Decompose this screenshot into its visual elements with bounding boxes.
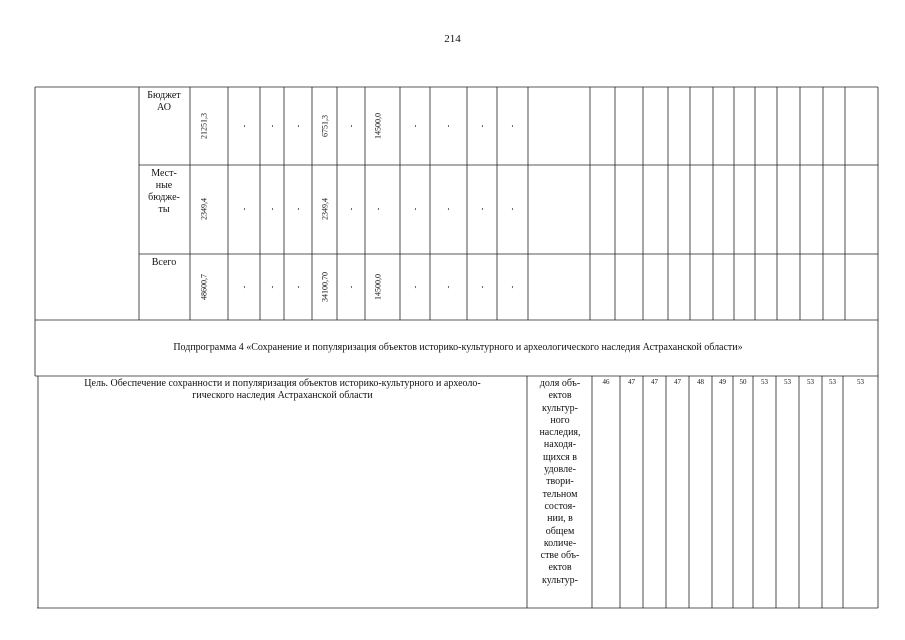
value-cell: - (410, 207, 420, 211)
indicator-value: 48 (697, 378, 704, 386)
value-cell: 2349,4 (199, 198, 209, 220)
value-cell: - (346, 285, 356, 289)
row-label-budget-ao: Бюджет АО (147, 90, 181, 113)
indicator-value: 53 (784, 378, 791, 386)
row-label-local-budgets: Мест- ные бюдже- ты (148, 168, 180, 215)
value-cell: - (267, 207, 277, 211)
value-cell: - (477, 285, 487, 289)
value-cell: - (410, 124, 420, 128)
value-cell: - (346, 124, 356, 128)
goal-text: Цель. Обеспечение сохранности и популяризация объектов историко-культурного и археоло- гического наследия Астраханской области (84, 378, 481, 401)
indicator-value: 47 (628, 378, 635, 386)
value-cell: - (293, 207, 303, 211)
value-cell: - (443, 207, 453, 211)
value-cell: - (346, 207, 356, 211)
value-cell: - (267, 124, 277, 128)
value-cell: - (477, 124, 487, 128)
value-cell: - (443, 285, 453, 289)
value-cell: - (239, 285, 249, 289)
value-cell: 21251,3 (199, 113, 209, 139)
value-cell: - (239, 207, 249, 211)
value-cell: 48600,7 (199, 274, 209, 300)
value-cell: - (267, 285, 277, 289)
indicator-value: 46 (602, 378, 610, 386)
value-cell: - (410, 285, 420, 289)
indicator-text: доля объ- ектов культур- ного наследия, находя- щихся в удовле- твори- тельном состоя- нии, в общем количе- стве объ- ектов культур- (539, 378, 581, 586)
indicator-value: 47 (674, 378, 681, 386)
value-cell: - (507, 207, 517, 211)
indicator-value: 47 (651, 378, 658, 386)
subprogram-title: Подпрограмма 4 «Сохранение и популяризация объектов историко-культурного и археологического наследия Астраханской области» (173, 342, 743, 353)
indicator-value: 53 (761, 378, 768, 386)
indicator-value: 49 (719, 378, 726, 386)
value-cell: - (239, 124, 249, 128)
value-cell: 2349,4 (320, 198, 330, 220)
value-cell: - (507, 285, 517, 289)
value-cell: - (443, 124, 453, 128)
row-label-total: Всего (151, 257, 177, 268)
indicator-value: 53 (807, 378, 814, 386)
indicator-value: 53 (857, 378, 864, 386)
indicator-value: 53 (829, 378, 836, 386)
value-cell: - (293, 124, 303, 128)
value-cell: 14500,0 (373, 274, 383, 300)
value-cell: 34100,70 (320, 272, 330, 302)
value-cell: 6751,3 (320, 115, 330, 137)
page-number: 214 (444, 33, 461, 45)
value-cell: 14500,0 (373, 113, 383, 139)
value-cell: - (507, 124, 517, 128)
value-cell: - (477, 207, 487, 211)
value-cell: - (373, 207, 383, 211)
indicator-value: 50 (739, 378, 747, 386)
value-cell: - (293, 285, 303, 289)
